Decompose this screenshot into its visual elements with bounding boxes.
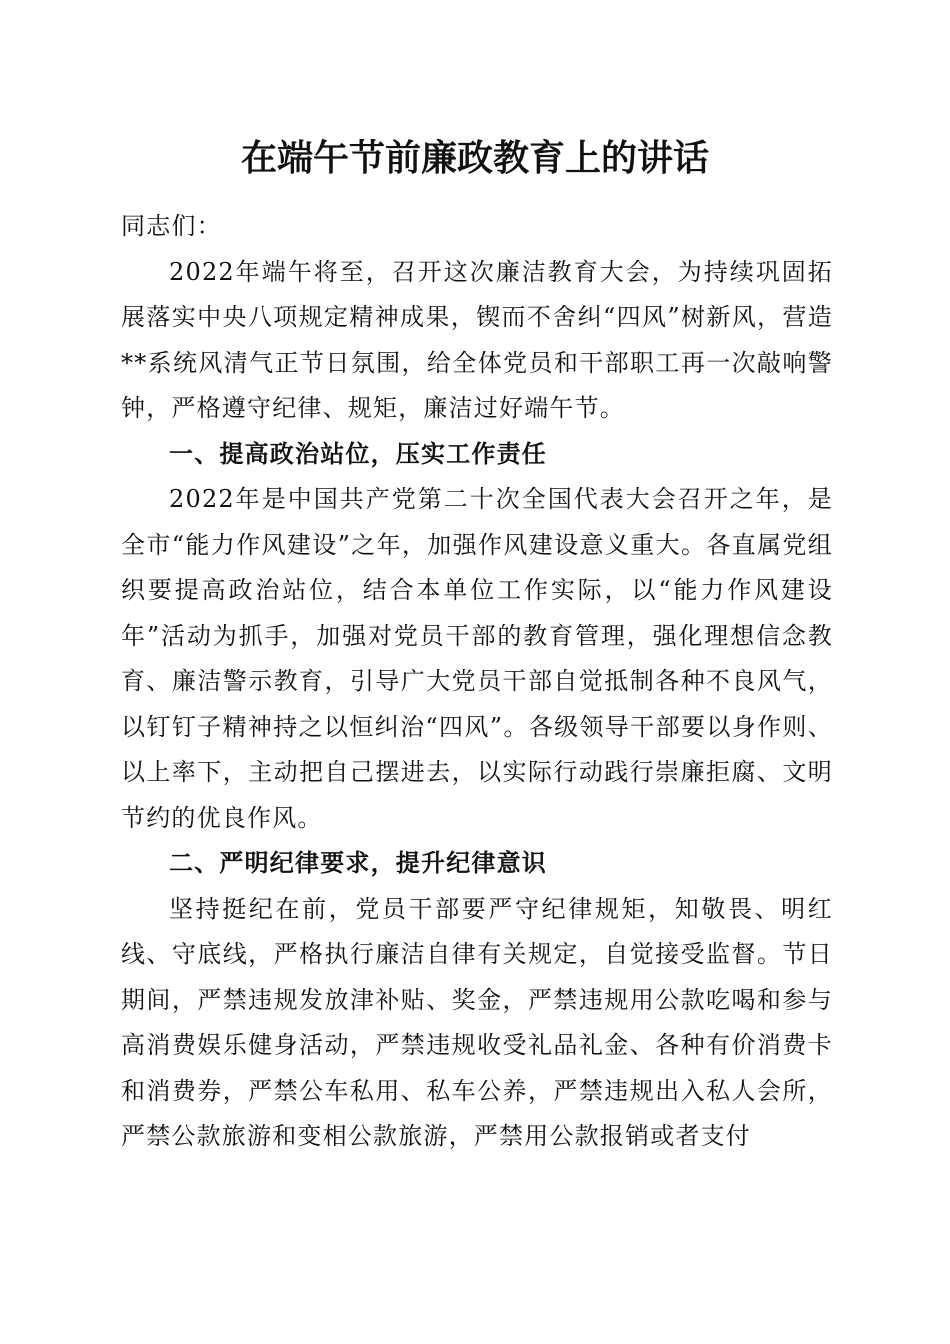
section-heading-1: 一、提高政治站位，压实工作责任 (169, 439, 547, 468)
section-body-2: 坚持挺纪在前，党员干部要严守纪律规矩，知敬畏、明红线、守底线，严格执行廉洁自律有关规定，自觉接受监督。节日期间，严禁违规发放津补贴、奖金，严禁违规用公款吃喝和参与高消费娱乐健身活动，严禁违规收受礼品礼金、各种有价消费卡和消费券，严禁公车私用、私车公养，严禁违规出入私人会所，严禁公款旅游和变相公款旅游，严禁用公款报销或者支付 (121, 894, 833, 1150)
section-body-1: 2022年是中国共产党第二十次全国代表大会召开之年，是全市“能力作风建设”之年，加强作风建设意义重大。各直属党组织要提高政治站位，结合本单位工作实际，以“能力作风建设年”活动为抓手，加强对党员干部的教育管理，强化理想信念教育、廉洁警示教育，引导广大党员干部自觉抵制各种不良风气，以钉钉子精神持之以恒纠治“四风”。各级领导干部要以身作则、以上率下，主动把自己摆进去，以实际行动践行崇廉拒腐、文明节约的优良作风。 (121, 485, 833, 832)
document-body (121, 204, 833, 1160)
salutation: 同志们： (121, 212, 222, 240)
section-heading-2: 二、严明纪律要求，提升纪律意识 (169, 849, 547, 877)
intro-paragraph: 2022年端午将至，召开这次廉洁教育大会，为持续巩固拓展落实中央八项规定精神成果，锲而不舍纠“四风”树新风，营造**系统风清气正节日氛围，给全体党员和干部职工再一次敲响警钟，严格遵守纪律、规矩，廉洁过好端午节。 (121, 257, 833, 422)
document-title: 在端午节前廉政教育上的讲话 (240, 137, 709, 179)
